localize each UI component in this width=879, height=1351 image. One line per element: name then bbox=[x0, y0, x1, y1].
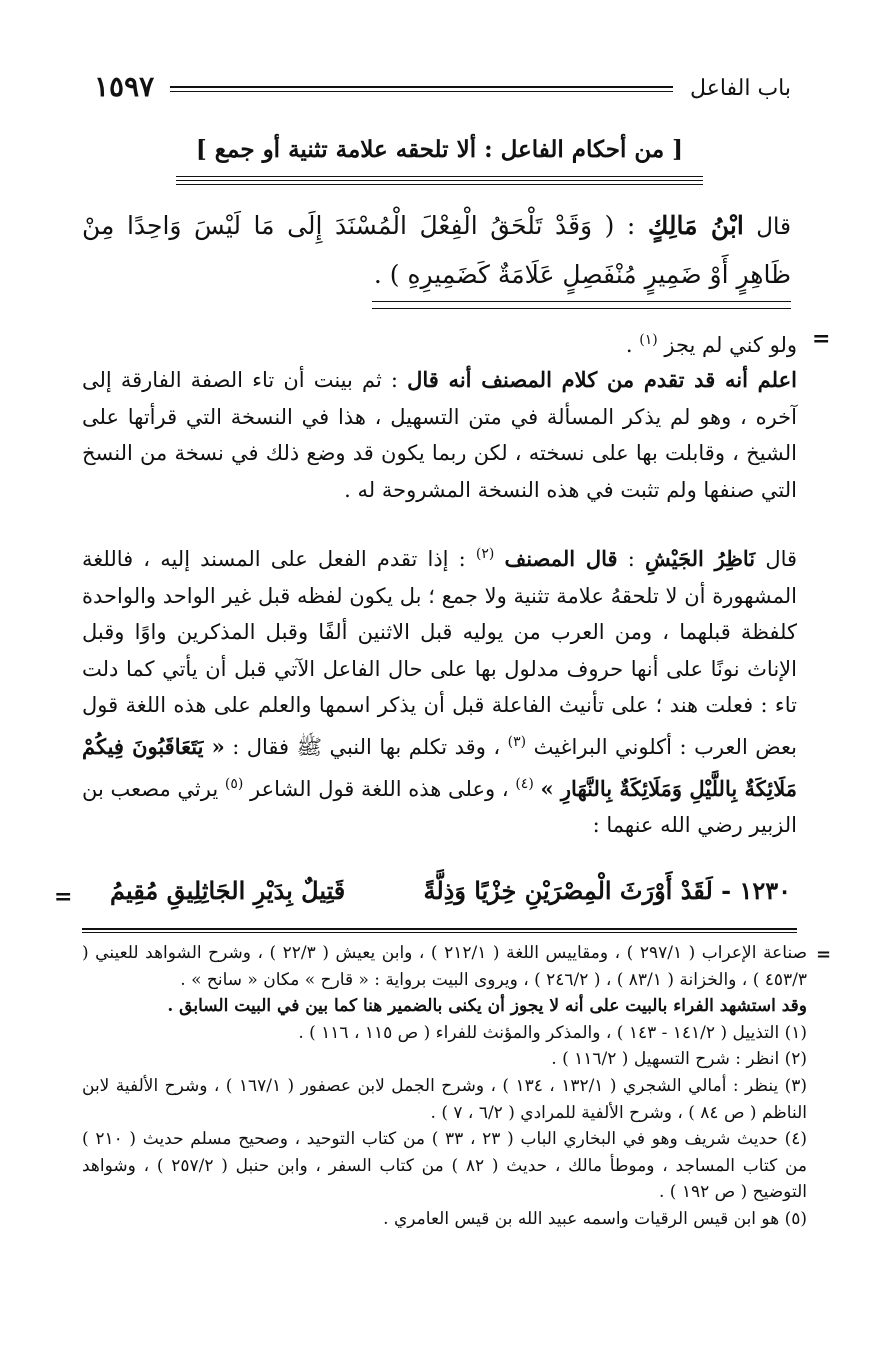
paragraph-3-colon: : bbox=[627, 547, 635, 571]
footnote-1: (١) التذييل ( ١٤١/٢ - ١٤٣ ) ، والمذكر والمؤنث للفراء ( ص ١١٥ ، ١١٦ ) . bbox=[298, 1022, 807, 1043]
section-heading: [ من أحكام الفاعل : ألا تلحقه علامة تثنية أو جمع ] bbox=[195, 136, 684, 163]
paragraph-2-text: : ثم بينت أن تاء الصفة الفارقة إلى آخره ، وهو لم يذكر المسألة في متن التسهيل ، هذا في النسخة التي قرأتها على الشيخ ، وقابلت بها على نسخته ، لكن ربما يكون قد وضع ذلك في نسخة من النسخ التي صنفها ولم تثبت في هذه النسخة المشروحة له . bbox=[82, 368, 797, 502]
verse-underline bbox=[372, 301, 791, 302]
footnotes-separator bbox=[82, 928, 797, 930]
verse-underline-second bbox=[372, 308, 791, 309]
paragraph-1-end: . bbox=[625, 333, 633, 357]
alfiyya-verse bbox=[82, 202, 791, 299]
verse-lead: قال bbox=[756, 214, 792, 240]
footnote-continued: صناعة الإعراب ( ٢٩٧/١ ) ، ومقاييس اللغة ( ٢١٢/١ ) ، وابن يعيش ( ٢٢/٣ ) ، وشرح الشواهد للعيني ( ٤٥٣/٣ ) ، والخزانة ( ٨٣/١ ) ، ( ٢٤٦/٢ ) ، ويروى البيت برواية : « قارح » مكان « سانح » . bbox=[82, 943, 808, 990]
nazir-al-jaysh: نَاظِرُ الجَيْشِ bbox=[644, 546, 756, 571]
paragraph-2-bold: اعلم أنه قد تقدم من كلام المصنف أنه قال bbox=[407, 367, 797, 392]
paragraph-3-text: : إذا تقدم الفعل على المسند إليه ، فاللغة المشهورة أن لا تلحقهُ علامة تثنية ولا جمع ؛ بل يكون لفظه قبل غير الواحد والواحدة كلفظة قبلهما ، ومن العرب من يوليه قبل الاثنين ألفًا وقبل المذكرين واوًا وقبل الإناث نونًا على أنها حروف مدلول بها على حال الفاعل الآتي قبل أن يأتي كما دلت تاء : فعلت هند ؛ على تأنيث الفاعلة قبل أن يذكر اسمها والعلم على هذه اللغة قول بعض العرب : أكلوني البراغيث bbox=[82, 547, 797, 759]
chapter-title: باب الفاعل bbox=[690, 76, 791, 101]
verse-author: ابْنُ مَالِكٍ bbox=[647, 211, 744, 240]
paragraph-1-text: ولو كني لم يجز bbox=[664, 333, 797, 357]
paragraph-2 bbox=[82, 362, 797, 508]
footnote-ref-3: (٣) bbox=[507, 733, 527, 750]
poem-second-hemistich: قَتِيلٌ بِدَيْرِ الجَاثِلِيقِ مُقِيمُ bbox=[110, 876, 346, 905]
footnote-3: (٣) ينظر : أمالي الشجري ( ١٣٢/١ ، ١٣٤ ) ، وشرح الجمل لابن عصفور ( ١٦٧/١ ) ، وشرح الألفية لابن الناظم ( ص ٨٤ ) ، وشرح الألفية للمرادي ( ٦/٢ ، ٧ ) . bbox=[82, 1075, 808, 1123]
paragraph-3-text-b: ، وقد تكلم بها النبي ﷺ فقال : bbox=[232, 734, 501, 759]
header-rule-thin bbox=[170, 91, 673, 92]
heading-rules bbox=[176, 176, 703, 188]
page-number: ١٥٩٧ bbox=[94, 70, 155, 103]
footnote-5: (٥) هو ابن قيس الرقيات واسمه عبيد الله بن قيس العامري . bbox=[383, 1208, 807, 1229]
footnote-ref-5: (٥) bbox=[224, 775, 244, 792]
paragraph-3-text-d: يرثي مصعب بن الزبير رضي الله عنهما : bbox=[82, 776, 797, 838]
poem-first-hemistich: ١٢٣٠ - لَقَدْ أَوْرَثَ الْمِصْرَيْنِ خِزْيًا وَذِلَّةً bbox=[423, 876, 791, 905]
footnote-ref-4: (٤) bbox=[515, 775, 534, 792]
footnotes bbox=[82, 940, 807, 1233]
running-header bbox=[94, 70, 791, 110]
hadith-quote: « يَتَعَاقَبُونَ فِيكُمْ مَلَائِكَةٌ بِاللَّيْلِ وَمَلَائِكَةٌ بِالنَّهَارِ » bbox=[82, 733, 797, 801]
header-rule bbox=[170, 86, 673, 88]
verse-text: : ( وَقَدْ تَلْحَقُ الْفِعْلَ الْمُسْنَدَ إِلَى مَا لَيْسَ وَاحِدًا مِنْ ظَاهِرٍ أَوْ ضَمِيرٍ مُنْفَصِلٍ عَلَامَةٌ كَضَمِيرِهِ ) . bbox=[82, 211, 791, 289]
footnote-2: (٢) انظر : شرح التسهيل ( ١١٦/٢ ) . bbox=[551, 1049, 807, 1070]
paragraph-3-text-c: ، وعلى هذه اللغة قول الشاعر bbox=[250, 776, 509, 801]
footnote-remark: وقد استشهد الفراء بالبيت على أنه لا يجوز أن يكنى بالضمير هنا كما بين في البيت السابق . bbox=[167, 996, 807, 1017]
continuation-mark: = bbox=[812, 326, 831, 352]
paragraph-3-bold: قال المصنف bbox=[504, 546, 618, 571]
footnote-ref-1: (١) bbox=[639, 332, 658, 348]
paragraph-3-lead: قال bbox=[765, 547, 798, 571]
paragraph-1 bbox=[82, 322, 797, 364]
footnote-continuation-mark: = bbox=[816, 944, 832, 965]
poem-continuation-mark: = bbox=[54, 884, 73, 910]
paragraph-3 bbox=[82, 536, 797, 844]
footnotes-separator-thin bbox=[82, 932, 797, 933]
footnote-4: (٤) حديث شريف وهو في البخاري الباب ( ٢٣ ، ٣٣ ) من كتاب التوحيد ، وصحيح مسلم حديث ( ٢١٠ ) من كتاب المساجد ، وموطأ مالك ، حديث ( ٨٢ ) من كتاب السفر ، وابن حنبل ( ٢٥٧/٢ ) ، وشواهد التوضيح ( ص ١٩٢ ) . bbox=[82, 1129, 807, 1203]
poem-verse bbox=[110, 876, 791, 920]
footnote-ref-2: (٢) bbox=[475, 546, 495, 562]
